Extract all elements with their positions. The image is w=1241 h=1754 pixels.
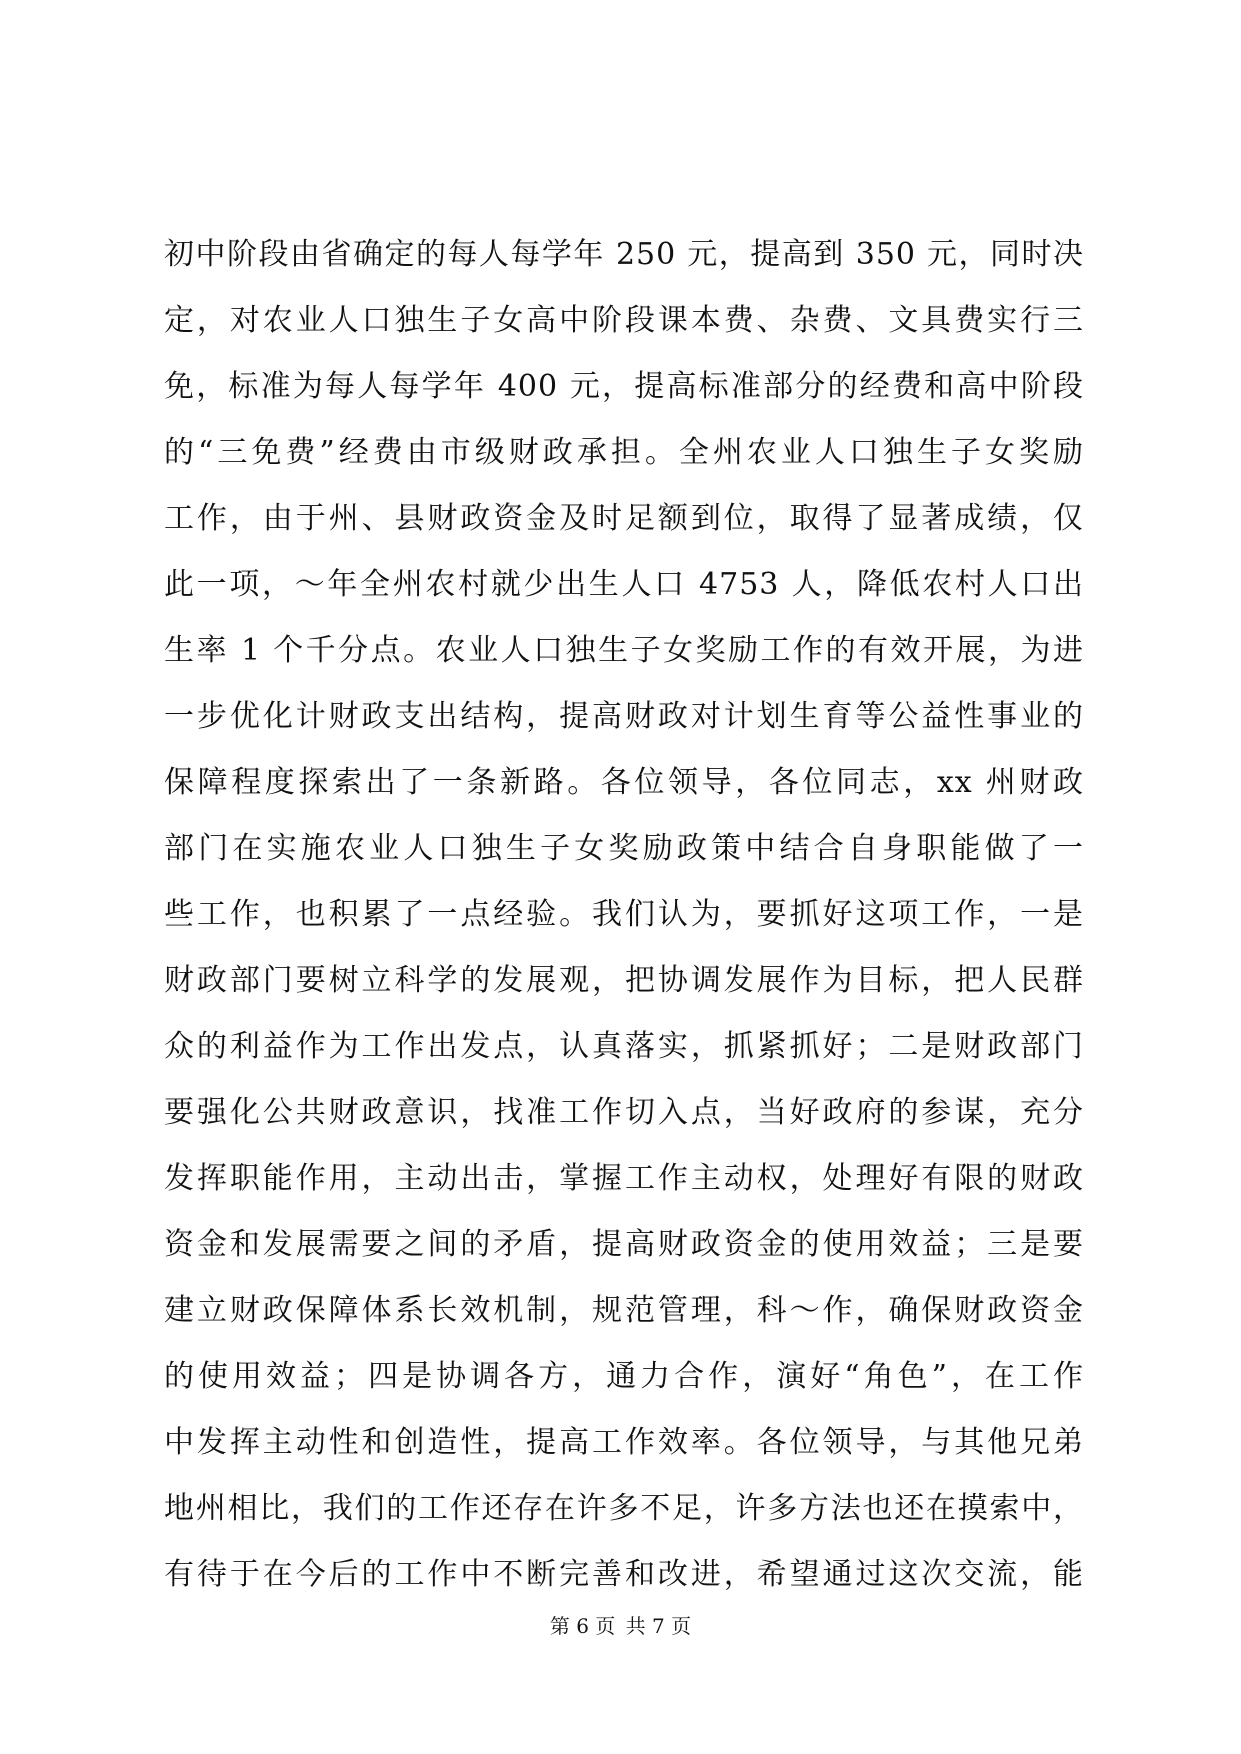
text-line: 众的利益作为工作出发点，认真落实，抓紧抓好；二是财政部门 (164, 1029, 1084, 1064)
page-footer (0, 1612, 1241, 1640)
text-line: 保障程度探索出了一条新路。各位领导，各位同志，xx 州财政 (164, 765, 1084, 800)
text-line: 地州相比，我们的工作还存在许多不足，许多方法也还在摸索中， (164, 1491, 1084, 1526)
text-line: 此一项，～年全州农村就少出生人口 4753 人，降低农村人口出 (164, 567, 1084, 602)
page-number: 第 6 页 (549, 1614, 616, 1638)
text-line: 要强化公共财政意识，找准工作切入点，当好政府的参谋，充分 (164, 1095, 1084, 1130)
text-line: 初中阶段由省确定的每人每学年 250 元，提高到 350 元，同时决 (164, 237, 1084, 272)
text-line: 一步优化计财政支出结构，提高财政对计划生育等公益性事业的 (164, 699, 1084, 734)
text-line: 工作，由于州、县财政资金及时足额到位，取得了显著成绩，仅 (164, 501, 1084, 536)
text-line: 的使用效益；四是协调各方，通力合作，演好“角色”，在工作 (164, 1359, 1084, 1394)
text-line: 建立财政保障体系长效机制，规范管理，科～作，确保财政资金 (164, 1293, 1084, 1328)
text-line: 部门在实施农业人口独生子女奖励政策中结合自身职能做了一 (164, 831, 1084, 866)
text-line: 资金和发展需要之间的矛盾，提高财政资金的使用效益；三是要 (164, 1227, 1084, 1262)
body-text (164, 222, 1084, 1608)
text-line: 生率 1 个千分点。农业人口独生子女奖励工作的有效开展，为进 (164, 633, 1084, 668)
text-line: 免，标准为每人每学年 400 元，提高标准部分的经费和高中阶段 (164, 369, 1084, 404)
text-line: 的“三免费”经费由市级财政承担。全州农业人口独生子女奖励 (164, 435, 1084, 470)
total-pages: 共 7 页 (625, 1614, 692, 1638)
text-line: 中发挥主动性和创造性，提高工作效率。各位领导，与其他兄弟 (164, 1425, 1084, 1460)
text-line: 有待于在今后的工作中不断完善和改进，希望通过这次交流，能 (164, 1557, 1084, 1592)
text-line: 财政部门要树立科学的发展观，把协调发展作为目标，把人民群 (164, 963, 1084, 998)
text-line: 些工作，也积累了一点经验。我们认为，要抓好这项工作，一是 (164, 897, 1084, 932)
text-line: 发挥职能作用，主动出击，掌握工作主动权，处理好有限的财政 (164, 1161, 1084, 1196)
text-line: 定，对农业人口独生子女高中阶段课本费、杂费、文具费实行三 (164, 303, 1084, 338)
